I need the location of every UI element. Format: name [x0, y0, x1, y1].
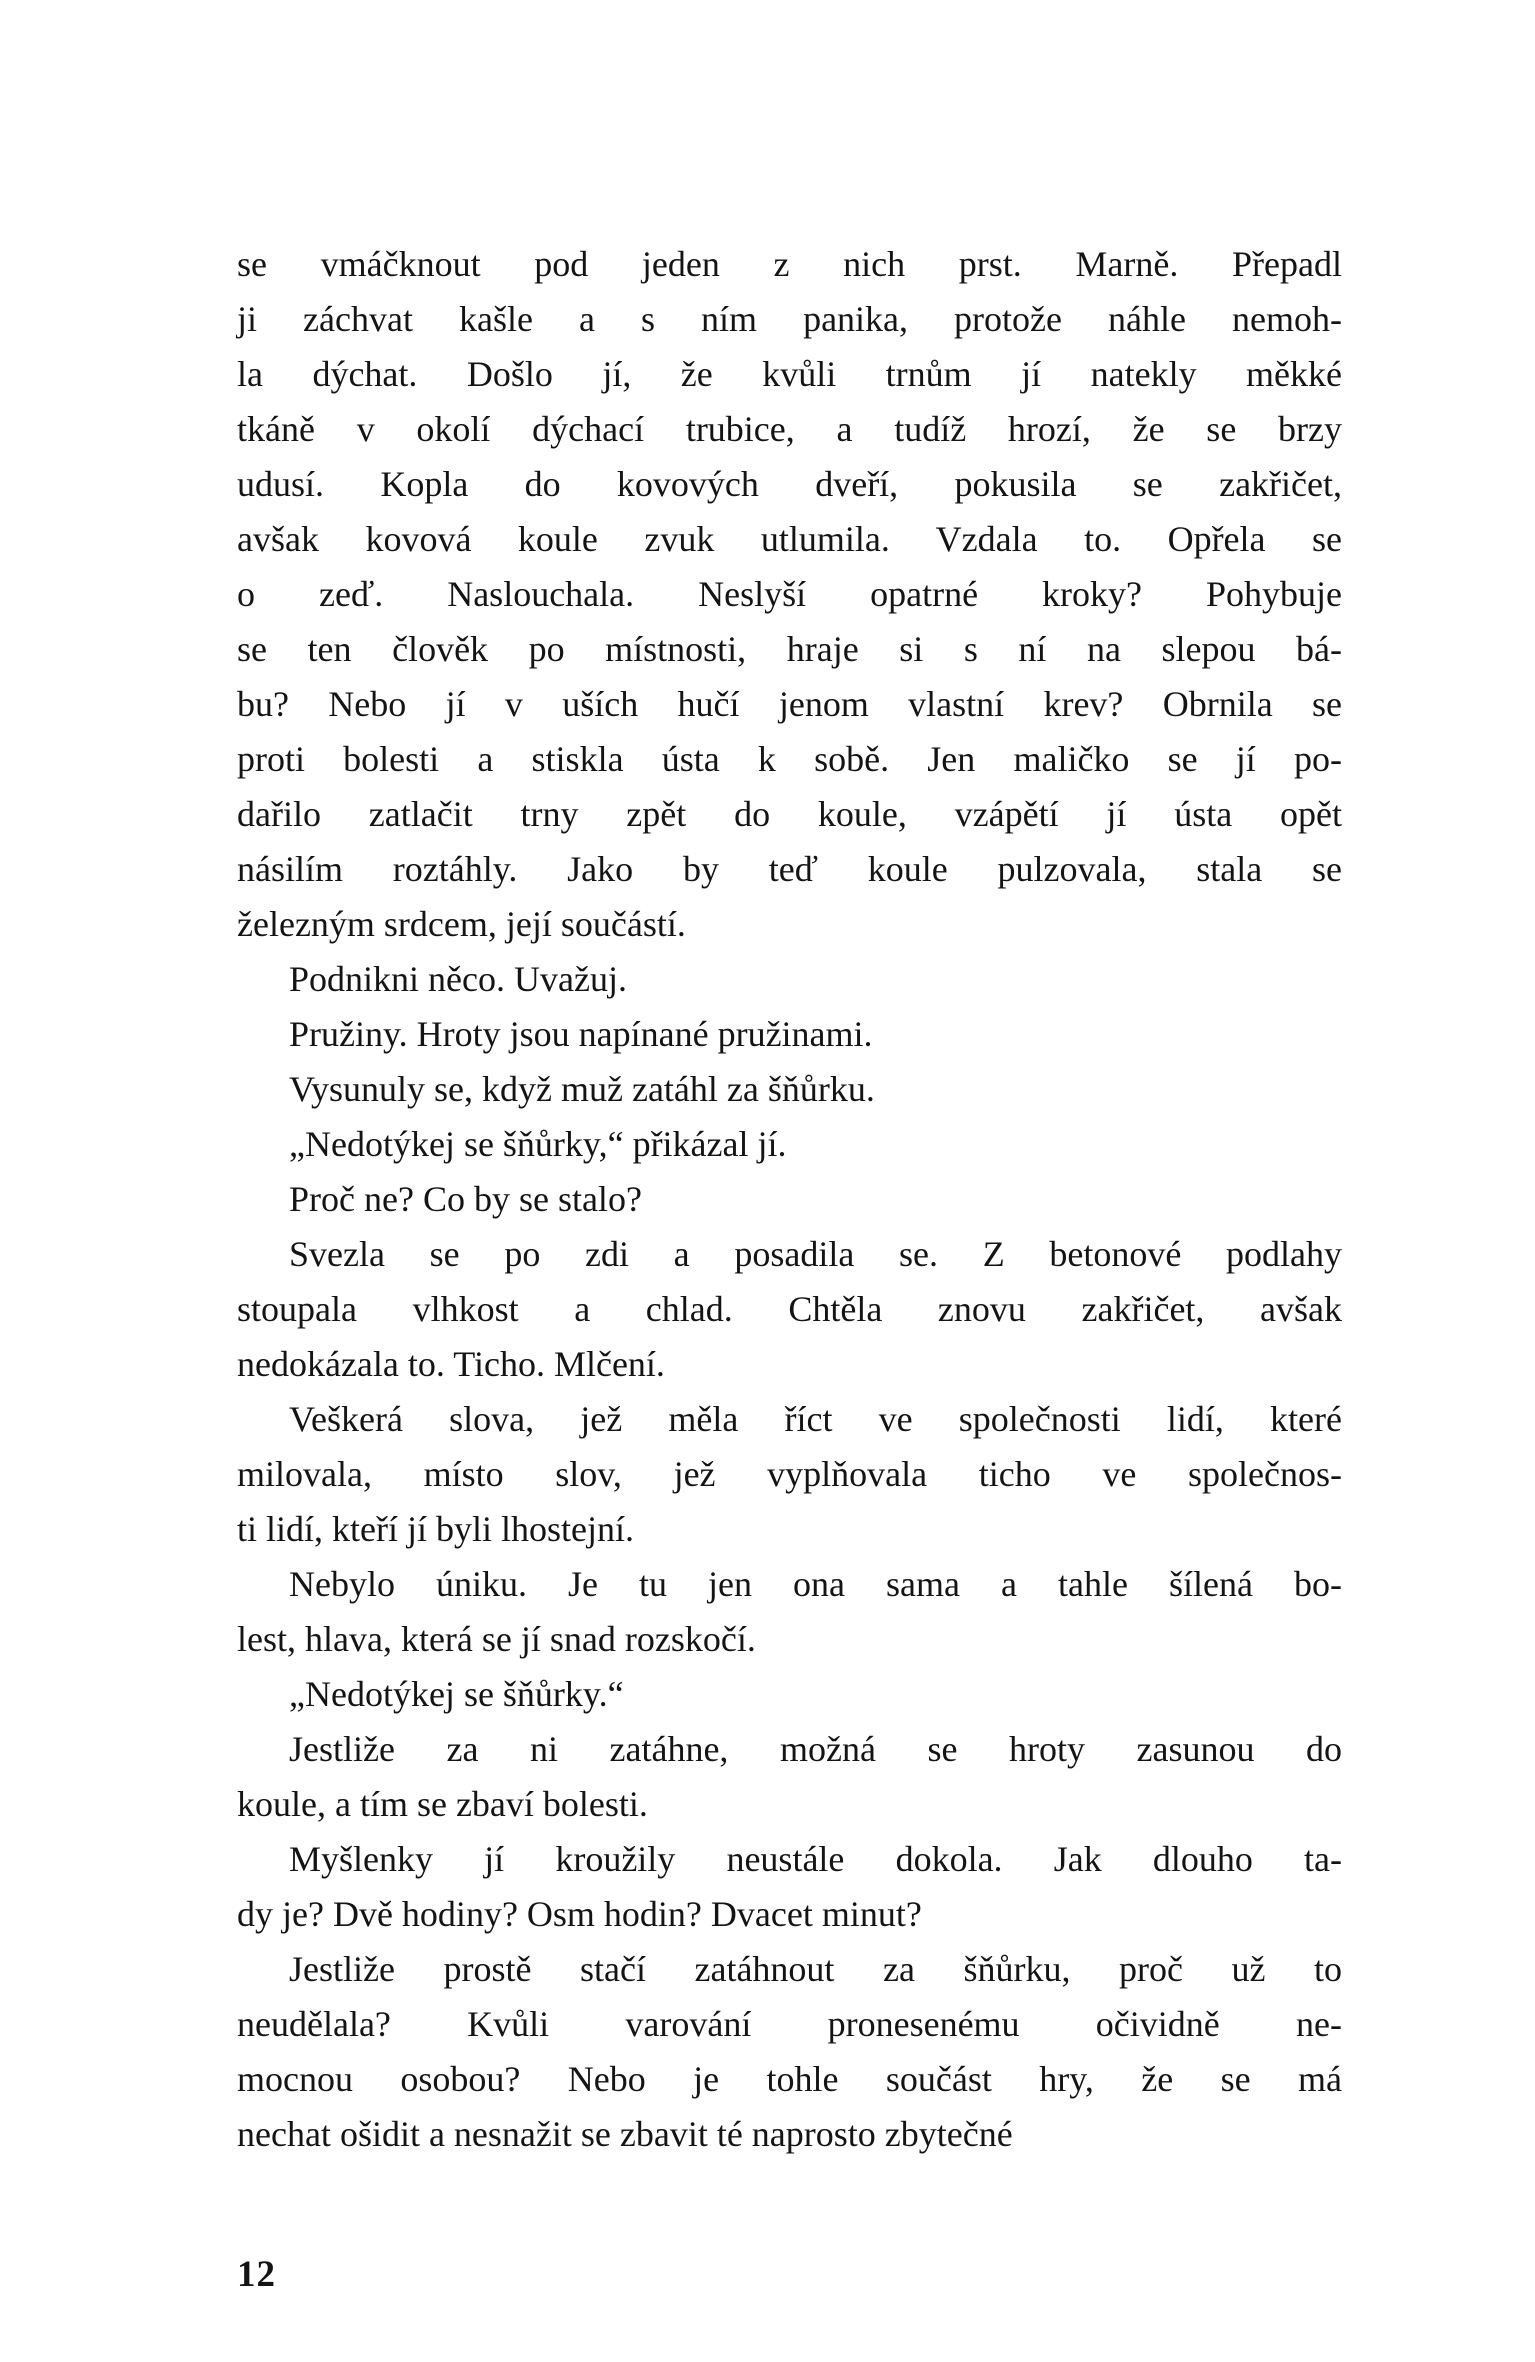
text-line: se vmáčknout pod jeden z nich prst. Marně. Přepadl: [237, 244, 1342, 284]
text-line: la dýchat. Došlo jí, že kvůli trnům jí natekly měkké: [237, 354, 1342, 394]
text-line: dařilo zatlačit trny zpět do koule, vzápětí jí ústa opět: [237, 794, 1342, 834]
paragraph: [237, 1172, 1342, 1227]
text-line: Proč ne? Co by se stalo?: [289, 1179, 642, 1219]
text-line: milovala, místo slov, jež vyplňovala ticho ve společnos-: [237, 1454, 1342, 1494]
paragraph: [237, 952, 1342, 1007]
text-line: Jestliže za ni zatáhne, možná se hroty zasunou do: [289, 1729, 1342, 1769]
paragraph: [237, 1832, 1342, 1942]
text-line: Svezla se po zdi a posadila se. Z betonové podlahy: [289, 1234, 1342, 1274]
text-line: Podnikni něco. Uvažuj.: [289, 959, 627, 999]
text-line: nedokázala to. Ticho. Mlčení.: [237, 1344, 665, 1384]
text-line: Jestliže prostě stačí zatáhnout za šňůrku, proč už to: [289, 1949, 1342, 1989]
paragraph: [237, 1227, 1342, 1392]
text-line: proti bolesti a stiskla ústa k sobě. Jen maličko se jí po-: [237, 739, 1342, 779]
text-line: ti lidí, kteří jí byli lhostejní.: [237, 1509, 634, 1549]
text-line: „Nedotýkej se šňůrky,“ přikázal jí.: [289, 1124, 787, 1164]
paragraph: [237, 1392, 1342, 1557]
paragraph: [237, 237, 1342, 952]
text-line: nechat ošidit a nesnažit se zbavit té naprosto zbytečné: [237, 2114, 1013, 2154]
text-line: „Nedotýkej se šňůrky.“: [289, 1674, 624, 1714]
text-line: koule, a tím se zbaví bolesti.: [237, 1784, 648, 1824]
paragraph: [237, 1117, 1342, 1172]
text-block: [237, 237, 1342, 2162]
text-line: avšak kovová koule zvuk utlumila. Vzdala to. Opřela se: [237, 519, 1342, 559]
text-line: železným srdcem, její součástí.: [237, 904, 686, 944]
paragraph: [237, 1667, 1342, 1722]
text-line: dy je? Dvě hodiny? Osm hodin? Dvacet minut?: [237, 1894, 922, 1934]
text-line: mocnou osobou? Nebo je tohle součást hry, že se má: [237, 2059, 1342, 2099]
text-line: Pružiny. Hroty jsou napínané pružinami.: [289, 1014, 873, 1054]
paragraph: [237, 1722, 1342, 1832]
page-number: 12: [237, 2254, 276, 2295]
text-line: stoupala vlhkost a chlad. Chtěla znovu zakřičet, avšak: [237, 1289, 1342, 1329]
text-line: tkáně v okolí dýchací trubice, a tudíž hrozí, že se brzy: [237, 409, 1342, 449]
text-line: Vysunuly se, když muž zatáhl za šňůrku.: [289, 1069, 875, 1109]
paragraph: [237, 1942, 1342, 2162]
text-line: lest, hlava, která se jí snad rozskočí.: [237, 1619, 756, 1659]
paragraph: [237, 1557, 1342, 1667]
text-line: udusí. Kopla do kovových dveří, pokusila se zakřičet,: [237, 464, 1342, 504]
text-line: násilím roztáhly. Jako by teď koule pulzovala, stala se: [237, 849, 1342, 889]
text-line: ji záchvat kašle a s ním panika, protože náhle nemoh-: [237, 299, 1342, 339]
text-line: se ten člověk po místnosti, hraje si s ní na slepou bá-: [237, 629, 1342, 669]
text-line: Veškerá slova, jež měla říct ve společnosti lidí, které: [289, 1399, 1342, 1439]
text-line: bu? Nebo jí v uších hučí jenom vlastní krev? Obrnila se: [237, 684, 1342, 724]
text-line: Nebylo úniku. Je tu jen ona sama a tahle šílená bo-: [289, 1564, 1342, 1604]
text-line: neudělala? Kvůli varování pronesenému očividně ne-: [237, 2004, 1342, 2044]
text-line: Myšlenky jí kroužily neustále dokola. Jak dlouho ta-: [289, 1839, 1342, 1879]
paragraph: [237, 1007, 1342, 1062]
text-line: o zeď. Naslouchala. Neslyší opatrné kroky? Pohybuje: [237, 574, 1342, 614]
paragraph: [237, 1062, 1342, 1117]
